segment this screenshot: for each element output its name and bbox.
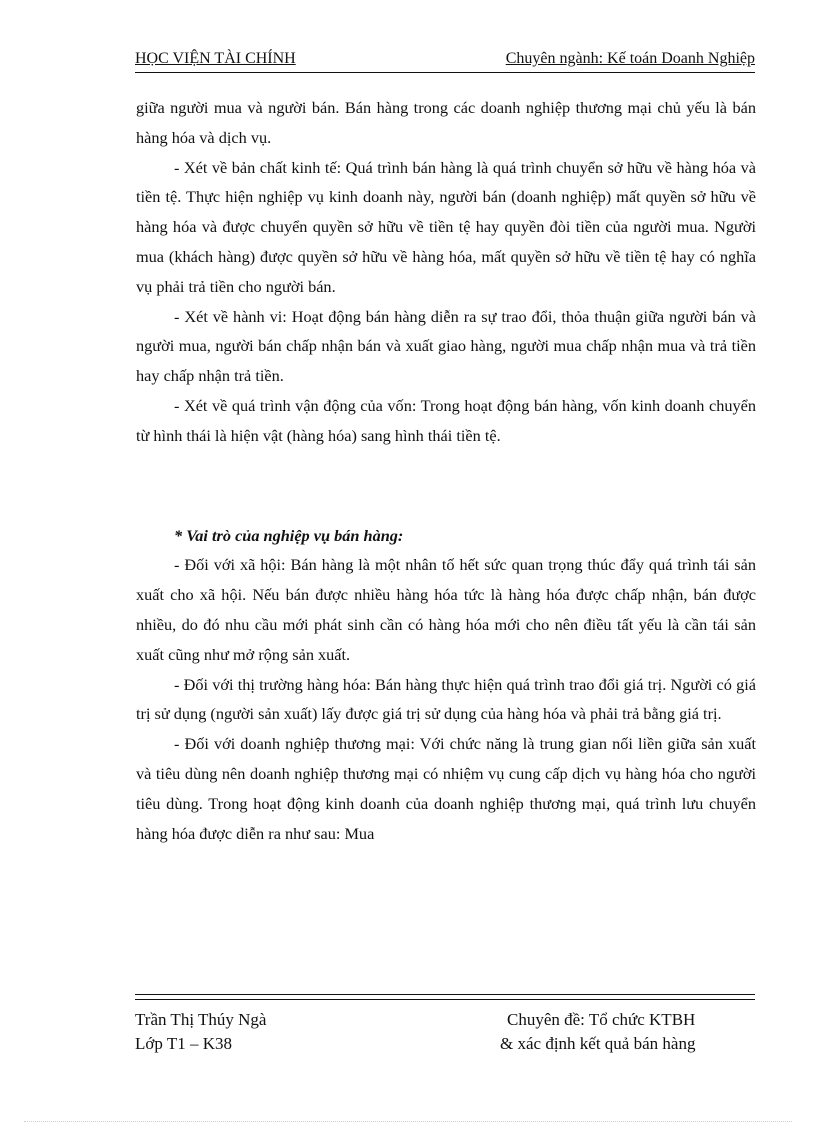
footer-author: Trần Thị Thúy Ngà bbox=[135, 1010, 267, 1029]
paragraph-capital-movement: - Xét về quá trình vận động của vốn: Trong hoạt động bán hàng, vốn kinh doanh chuyển từ hình thái là hiện vật (hàng hóa) sang hình thái tiền tệ. bbox=[136, 395, 756, 445]
paragraph-behavior: - Xét về hành vi: Hoạt động bán hàng diễn ra sự trao đổi, thỏa thuận giữa người bán và người mua, người bán chấp nhận bán và xuất giao hàng, người mua chấp nhận mua và trả tiền hay chấp nhận trả tiền. bbox=[136, 306, 756, 386]
footer-rule-thick bbox=[135, 994, 755, 995]
section-heading: * Vai trò của nghiệp vụ bán hàng: bbox=[174, 525, 404, 545]
page-bottom-border bbox=[24, 1121, 792, 1122]
page-header bbox=[135, 50, 755, 74]
footer-left bbox=[135, 1008, 266, 1056]
header-institution: HỌC VIỆN TÀI CHÍNH bbox=[135, 50, 296, 67]
footer-right bbox=[500, 1008, 695, 1056]
paragraph-continuation: giữa người mua và người bán. Bán hàng trong các doanh nghiệp thương mại chủ yếu là bán hàng hóa và dịch vụ. bbox=[136, 98, 756, 147]
footer-topic-line2: & xác định kết quả bán hàng bbox=[500, 1034, 696, 1053]
paragraph-market: - Đối với thị trường hàng hóa: Bán hàng thực hiện quá trình trao đổi giá trị. Người có giá trị sử dụng (người sản xuất) lấy được giá trị sử dụng của hàng hóa và phải trả bằng giá trị. bbox=[136, 674, 756, 724]
paragraph-enterprise: - Đối với doanh nghiệp thương mại: Với chức năng là trung gian nối liền giữa sản xuất và tiêu dùng nên doanh nghiệp thương mại có nhiệm vụ cung cấp dịch vụ hàng hóa cho người tiêu dùng. Trong hoạt động kinh doanh của doanh nghiệp thương mại, quá trình lưu chuyển hàng hóa được diễn ra như sau: Mua bbox=[136, 734, 756, 843]
header-rule bbox=[135, 72, 755, 73]
paragraph-society: - Đối với xã hội: Bán hàng là một nhân tố hết sức quan trọng thúc đẩy quá trình tái sản xuất cho xã hội. Nếu bán được nhiều hàng hóa tức là hàng hóa được chấp nhận, bán được nhiều, do đó nhu cầu mới phát sinh cần có hàng hóa mới cho nên điều tất yếu là cần tái sản xuất cũng như mở rộng sản xuất. bbox=[136, 555, 756, 664]
footer-class: Lớp T1 – K38 bbox=[135, 1034, 232, 1053]
document-body bbox=[136, 93, 756, 848]
paragraph-economic-nature: - Xét về bản chất kinh tế: Quá trình bán hàng là quá trình chuyển sở hữu về hàng hóa và tiền tệ. Thực hiện nghiệp vụ kinh doanh này, người bán (doanh nghiệp) mất quyền sở hữu về hàng hóa và được chuyển quyền sở hữu về tiền tệ hay quyền đòi tiền của người mua. Người mua (khách hàng) được quyền sở hữu về hàng hóa, mất quyền sở hữu về tiền tệ hay có nghĩa vụ phải trả tiền cho người bán. bbox=[136, 157, 756, 296]
footer-topic-line1: Chuyên đề: Tổ chức KTBH bbox=[507, 1010, 696, 1029]
footer-rule-thin bbox=[135, 999, 755, 1000]
header-major: Chuyên ngành: Kế toán Doanh Nghiệp bbox=[505, 50, 755, 67]
